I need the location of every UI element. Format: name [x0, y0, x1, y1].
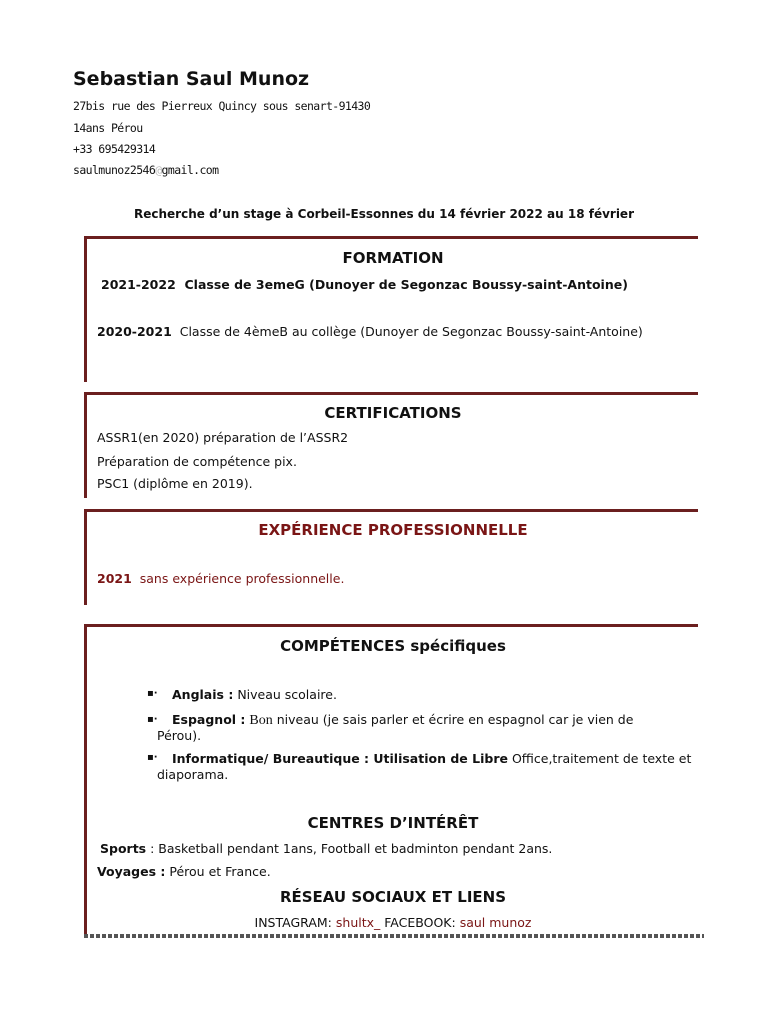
address: 27bis rue des Pierreux Quincy sous senart-91430 [73, 99, 371, 113]
formation-entry-1-years: 2021-2022 [101, 277, 176, 292]
experience-year: 2021 [97, 571, 132, 586]
competence-informatique-value: Office,traitement de texte et [511, 751, 692, 766]
competence-espagnol-label: Espagnol : [172, 712, 246, 727]
experience-text: sans expérience professionnelle. [139, 571, 345, 586]
certification-item: PSC1 (diplôme en 2019). [97, 476, 253, 491]
competence-informatique [172, 751, 691, 766]
competence-informatique-continued: diaporama. [157, 767, 229, 782]
email-user: saulmunoz2546 [73, 163, 156, 177]
competence-informatique-label: Informatique/ Bureautique : Utilisation de Libre [172, 751, 508, 766]
interet-sports [100, 841, 552, 856]
experience-border-top [84, 509, 698, 512]
interets-title: CENTRES D’INTÉRÊT [307, 814, 479, 832]
age-country: 14ans Pérou [73, 121, 143, 135]
email[interactable] [73, 163, 218, 177]
candidate-name: Sebastian Saul Munoz [73, 68, 310, 90]
certifications-border-top [84, 392, 698, 395]
competence-espagnol-continued: Pérou). [157, 728, 202, 743]
formation-entry-2-years: 2020-2021 [97, 324, 172, 339]
interet-sports-label: Sports [100, 841, 147, 856]
reseaux-links [90, 915, 696, 930]
formation-entry-1 [101, 277, 628, 292]
formation-title: FORMATION [342, 249, 444, 267]
formation-entry-2 [97, 324, 643, 339]
facebook-link[interactable]: saul munoz [459, 915, 532, 930]
instagram-label: INSTAGRAM: [254, 915, 332, 930]
formation-border-left [84, 236, 87, 382]
bullet-icon: ▪· [147, 688, 158, 699]
experience-border-left [84, 509, 87, 605]
competence-espagnol [172, 712, 633, 729]
experience-title: EXPÉRIENCE PROFESSIONNELLE [258, 521, 528, 539]
competences-border-left [84, 624, 87, 936]
certifications-title: CERTIFICATIONS [324, 404, 462, 422]
competence-espagnol-serif: Bon [249, 713, 273, 728]
interet-voyages-label: Voyages : [97, 864, 166, 879]
formation-border-top [84, 236, 698, 239]
instagram-link[interactable]: shultx_ [335, 915, 381, 930]
interet-voyages [97, 864, 271, 879]
competence-anglais [172, 687, 337, 702]
experience-entry [97, 571, 344, 586]
competences-border-top [84, 624, 698, 627]
formation-entry-1-text: Classe de 3emeG (Dunoyer de Segonzac Boussy-saint-Antoine) [184, 277, 628, 292]
formation-entry-2-text: Classe de 4èmeB au collège (Dunoyer de Segonzac Boussy-saint-Antoine) [179, 324, 643, 339]
competences-title: COMPÉTENCES spécifiques [280, 637, 506, 655]
reseaux-title: RÉSEAU SOCIAUX ET LIENS [279, 888, 507, 906]
competence-espagnol-value: niveau (je sais parler et écrire en espagnol car je vien de [276, 712, 634, 727]
bullet-icon: ▪· [147, 752, 158, 763]
email-domain: gmail.com [161, 163, 219, 177]
facebook-label: FACEBOOK: [384, 915, 456, 930]
dashed-bottom-border [84, 934, 704, 938]
interet-sports-text: : Basketball pendant 1ans, Football et badminton pendant 2ans. [150, 841, 553, 856]
certification-item: ASSR1(en 2020) préparation de l’ASSR2 [97, 430, 349, 445]
certification-item: Préparation de compétence pix. [97, 454, 297, 469]
competence-anglais-label: Anglais : [172, 687, 234, 702]
competence-anglais-value: Niveau scolaire. [237, 687, 337, 702]
objective: Recherche d’un stage à Corbeil-Essonnes du 14 février 2022 au 18 février [134, 207, 634, 221]
certifications-border-left [84, 392, 87, 498]
bullet-icon: ▪· [147, 714, 158, 725]
interet-voyages-text: Pérou et France. [169, 864, 271, 879]
phone: +33 695429314 [73, 142, 156, 156]
email-at: @ [155, 163, 162, 177]
